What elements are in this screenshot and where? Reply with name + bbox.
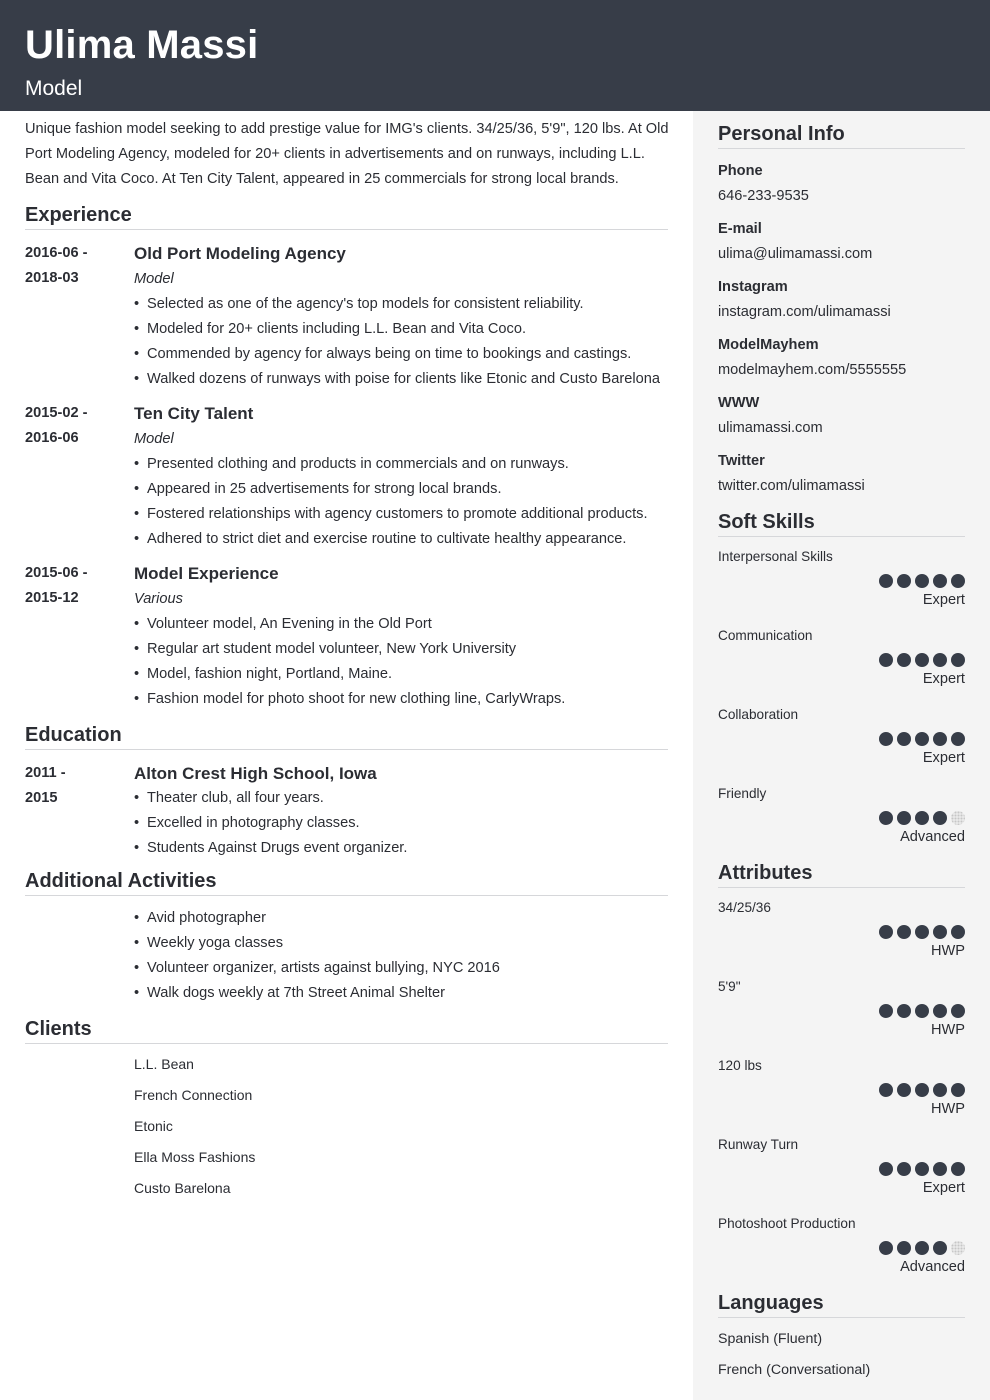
list-item: • Appeared in 25 advertisements for strong local brands.	[134, 477, 668, 502]
rating-dot-filled	[897, 811, 911, 825]
rating-name: Interpersonal Skills	[718, 549, 833, 564]
list-item: Etonic	[134, 1118, 173, 1134]
rating-level: Expert	[922, 671, 965, 687]
entry-date	[25, 761, 125, 811]
rating-dot-filled	[915, 574, 929, 588]
list-item: • Students Against Drugs event organizer.	[134, 836, 668, 861]
rating-dot-filled	[879, 1083, 893, 1097]
experience-entry	[25, 401, 668, 552]
rating-dots	[718, 1083, 965, 1097]
company-name: Old Port Modeling Agency	[134, 244, 346, 263]
rating-dot-filled	[915, 1004, 929, 1018]
list-item: French (Conversational)	[718, 1362, 871, 1378]
date-end: 2015-12	[25, 590, 79, 606]
rating-dots	[718, 1162, 965, 1176]
entry-date	[25, 241, 125, 291]
rating-dot-filled	[933, 1083, 947, 1097]
list-item: • Walk dogs weekly at 7th Street Animal Shelter	[134, 981, 668, 1006]
list-item: • Adhered to strict diet and exercise routine to cultivate healthy appearance.	[134, 527, 668, 552]
rating-dot-filled	[879, 925, 893, 939]
bullet-list	[134, 292, 668, 392]
rating-item	[718, 705, 965, 771]
phone-value: 646-233-9535	[718, 188, 809, 204]
education-entry	[25, 761, 668, 861]
education-title: Education	[25, 721, 668, 750]
rating-dot-filled	[879, 653, 893, 667]
list-item: • Presented clothing and products in commercials and on runways.	[134, 452, 668, 477]
list-item: French Connection	[134, 1087, 253, 1103]
info-label: Instagram	[718, 279, 788, 295]
website-value: ulimamassi.com	[718, 420, 823, 436]
clients-list	[25, 1049, 668, 1204]
rating-dot-filled	[897, 1241, 911, 1255]
bullet-list	[134, 612, 668, 712]
rating-dot-filled	[915, 653, 929, 667]
soft-skills-list	[718, 547, 965, 850]
activities-entry	[25, 906, 668, 1006]
rating-dot-filled	[933, 925, 947, 939]
rating-dot-filled	[879, 1004, 893, 1018]
rating-dots	[718, 574, 965, 588]
rating-dot-filled	[951, 574, 965, 588]
candidate-name: Ulima Massi	[25, 23, 259, 67]
main-column	[25, 111, 668, 1204]
languages-title: Languages	[718, 1289, 965, 1318]
school-name: Alton Crest High School, Iowa	[134, 764, 377, 783]
rating-dot-filled	[879, 574, 893, 588]
rating-item	[718, 898, 965, 964]
rating-dot-filled	[915, 925, 929, 939]
info-label: Phone	[718, 163, 763, 179]
date-start: 2015-06 -	[25, 565, 88, 581]
rating-item	[718, 784, 965, 850]
attributes-list	[718, 898, 965, 1280]
rating-name: 120 lbs	[718, 1058, 762, 1073]
rating-name: Friendly	[718, 786, 767, 801]
rating-dot-filled	[951, 653, 965, 667]
rating-dot-filled	[915, 811, 929, 825]
rating-dots	[718, 732, 965, 746]
rating-item	[718, 1056, 965, 1122]
rating-dots	[718, 653, 965, 667]
soft-skills-title: Soft Skills	[718, 508, 965, 537]
rating-dot-filled	[897, 653, 911, 667]
modelmayhem-value: modelmayhem.com/5555555	[718, 362, 907, 378]
list-item: • Selected as one of the agency's top models for consistent reliability.	[134, 292, 668, 317]
rating-dots	[718, 811, 965, 825]
rating-dot-filled	[915, 732, 929, 746]
rating-dots	[718, 1004, 965, 1018]
rating-level: HWP	[930, 943, 965, 959]
rating-dot-filled	[897, 925, 911, 939]
languages-list	[718, 1324, 965, 1386]
experience-entry	[25, 241, 668, 392]
date-start: 2015-02 -	[25, 405, 88, 421]
rating-dot-filled	[951, 1162, 965, 1176]
rating-dot-filled	[897, 574, 911, 588]
bullet-list	[134, 906, 668, 1006]
sidebar	[693, 111, 990, 1400]
rating-level: Expert	[922, 1180, 965, 1196]
rating-dot-filled	[951, 732, 965, 746]
list-item: • Modeled for 20+ clients including L.L. Bean and Vita Coco.	[134, 317, 668, 342]
list-item: • Commended by agency for always being on time to bookings and castings.	[134, 342, 668, 367]
rating-dot-filled	[897, 1004, 911, 1018]
rating-dot-filled	[879, 811, 893, 825]
role: Model	[134, 271, 174, 287]
date-end: 2018-03	[25, 270, 79, 286]
entry-date	[25, 401, 125, 451]
personal-info-title: Personal Info	[718, 120, 965, 149]
rating-dot-filled	[897, 1083, 911, 1097]
rating-name: 34/25/36	[718, 900, 771, 915]
rating-dot-filled	[879, 1162, 893, 1176]
rating-dot-filled	[933, 1162, 947, 1176]
date-end: 2015	[25, 790, 58, 806]
rating-item	[718, 1135, 965, 1201]
list-item: • Weekly yoga classes	[134, 931, 668, 956]
clients-title: Clients	[25, 1015, 668, 1044]
entry-date	[25, 561, 125, 611]
info-label: Twitter	[718, 453, 765, 469]
list-item: • Volunteer model, An Evening in the Old Port	[134, 612, 668, 637]
rating-dot-filled	[951, 925, 965, 939]
summary: Unique fashion model seeking to add prestige value for IMG's clients. 34/25/36, 5'9", 120 lbs. At Old Port Modeling Agency, modeled for 20+ clients in advertisements and on runways, including L.L. Bean and Vita Coco. At Ten City Talent, appeared in 25 commercials for strong local brands.	[25, 121, 669, 187]
role: Various	[134, 591, 183, 607]
bullet-list	[134, 452, 668, 552]
rating-dot-filled	[951, 1004, 965, 1018]
rating-dot-filled	[915, 1083, 929, 1097]
rating-dot-filled	[915, 1162, 929, 1176]
twitter-value: twitter.com/ulimamassi	[718, 478, 865, 494]
rating-name: Communication	[718, 628, 813, 643]
rating-name: Photoshoot Production	[718, 1216, 856, 1231]
rating-level: Advanced	[900, 1259, 965, 1275]
rating-level: Expert	[922, 592, 965, 608]
list-item: • Excelled in photography classes.	[134, 811, 668, 836]
company-name: Ten City Talent	[134, 404, 254, 423]
list-item: Ella Moss Fashions	[134, 1149, 256, 1165]
info-label: WWW	[718, 395, 760, 411]
experience-title: Experience	[25, 201, 668, 230]
list-item: • Theater club, all four years.	[134, 786, 668, 811]
rating-dot-filled	[933, 811, 947, 825]
list-item: • Fashion model for photo shoot for new clothing line, CarlyWraps.	[134, 687, 668, 712]
rating-name: 5'9"	[718, 979, 741, 994]
rating-level: HWP	[930, 1101, 965, 1117]
rating-dot-filled	[933, 1241, 947, 1255]
instagram-value: instagram.com/ulimamassi	[718, 304, 891, 320]
rating-dot-filled	[915, 1241, 929, 1255]
header	[0, 0, 990, 111]
rating-name: Runway Turn	[718, 1137, 799, 1152]
personal-info-list	[718, 159, 965, 499]
rating-dot-empty	[951, 811, 965, 825]
rating-dot-empty	[951, 1241, 965, 1255]
list-item: • Fostered relationships with agency customers to promote additional products.	[134, 502, 668, 527]
experience-entry	[25, 561, 668, 712]
rating-item	[718, 977, 965, 1043]
rating-dot-filled	[879, 732, 893, 746]
list-item: • Regular art student model volunteer, New York University	[134, 637, 668, 662]
list-item: Custo Barelona	[134, 1180, 231, 1196]
rating-dots	[718, 925, 965, 939]
company-name: Model Experience	[134, 564, 279, 583]
job-title: Model	[25, 77, 83, 100]
list-item: • Volunteer organizer, artists against bullying, NYC 2016	[134, 956, 668, 981]
list-item: • Model, fashion night, Portland, Maine.	[134, 662, 668, 687]
rating-dot-filled	[879, 1241, 893, 1255]
rating-dot-filled	[933, 1004, 947, 1018]
rating-dots	[718, 1241, 965, 1255]
rating-item	[718, 547, 965, 613]
rating-name: Collaboration	[718, 707, 799, 722]
date-start: 2011 -	[25, 765, 66, 781]
bullet-list	[134, 786, 668, 861]
rating-item	[718, 626, 965, 692]
rating-dot-filled	[933, 653, 947, 667]
rating-level: Advanced	[900, 829, 965, 845]
rating-item	[718, 1214, 965, 1280]
rating-dot-filled	[897, 1162, 911, 1176]
rating-dot-filled	[951, 1083, 965, 1097]
attributes-title: Attributes	[718, 859, 965, 888]
info-label: ModelMayhem	[718, 337, 819, 353]
list-item: • Avid photographer	[134, 906, 668, 931]
list-item: Spanish (Fluent)	[718, 1331, 823, 1347]
rating-level: Expert	[922, 750, 965, 766]
rating-dot-filled	[933, 574, 947, 588]
activities-title: Additional Activities	[25, 867, 668, 896]
info-label: E-mail	[718, 221, 762, 237]
list-item: • Walked dozens of runways with poise for clients like Etonic and Custo Barelona	[134, 367, 668, 392]
rating-dot-filled	[897, 732, 911, 746]
rating-dot-filled	[933, 732, 947, 746]
date-end: 2016-06	[25, 430, 79, 446]
date-start: 2016-06 -	[25, 245, 88, 261]
email-value: ulima@ulimamassi.com	[718, 246, 873, 262]
list-item: L.L. Bean	[134, 1056, 194, 1072]
role: Model	[134, 431, 174, 447]
rating-level: HWP	[930, 1022, 965, 1038]
